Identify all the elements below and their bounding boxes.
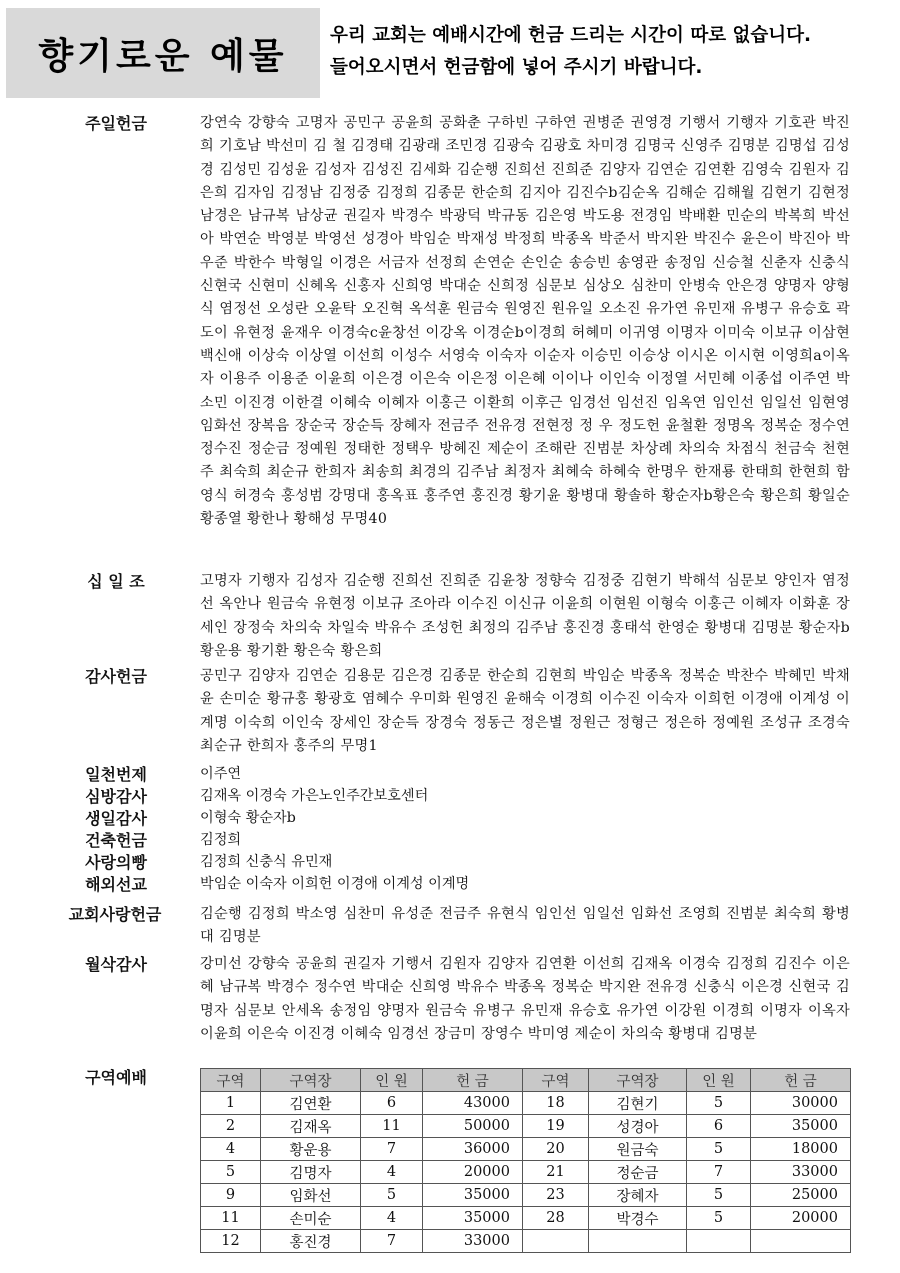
- offering-amount: 20000: [751, 1207, 851, 1230]
- offering-amount: 43000: [423, 1092, 523, 1115]
- name-list: 김정희 신충식 유민재: [200, 854, 333, 870]
- district-number: [523, 1230, 589, 1253]
- district-number: 20: [523, 1138, 589, 1161]
- member-count: [687, 1230, 751, 1253]
- col-header: 구역: [523, 1069, 589, 1092]
- offering-amount: 36000: [423, 1138, 523, 1161]
- col-header: 구역장: [261, 1069, 361, 1092]
- table-row: [201, 1230, 851, 1253]
- section-label: 건축헌금: [85, 831, 147, 850]
- district-leader: 홍진경: [261, 1230, 361, 1253]
- district-number: 9: [201, 1184, 261, 1207]
- district-leader: 원금숙: [589, 1138, 687, 1161]
- section-label: 심방감사: [85, 787, 147, 806]
- district-number: 1: [201, 1092, 261, 1115]
- page-title: 향기로운 예물: [38, 36, 288, 77]
- name-list: 강미선 강향숙 공윤희 권길자 기행서 김원자 김양자 김연환 이선희 김재옥 이경숙 김정희 김진수 이은혜 남규복 박경수 정수연 박대순 신희영 박유수 박종옥 정복순 박지완 전유경 신충식 이은경 신현국 김명자 심문보 안세옥 송정임 양명자 원금숙 유병구 유민재 유승호 유가연 이강원 이경희 이명자 이옥자 이윤희 이은숙 이진경 이혜숙 임경선 장금미 장영수 박미영 제순이 차의숙 황병대 김명분: [200, 956, 850, 1042]
- district-leader: 박경수: [589, 1207, 687, 1230]
- district-leader: 성경아: [589, 1115, 687, 1138]
- district-number: 2: [201, 1115, 261, 1138]
- name-list: 박임순 이숙자 이희헌 이경애 이계성 이계명: [200, 876, 470, 892]
- section-label: 생일감사: [85, 809, 147, 828]
- col-header: 인 원: [687, 1069, 751, 1092]
- table-row: [201, 1161, 851, 1184]
- district-number: 4: [201, 1138, 261, 1161]
- name-list: 김정희: [200, 832, 242, 848]
- district-number: 23: [523, 1184, 589, 1207]
- district-number: 5: [201, 1161, 261, 1184]
- table-row: [201, 1138, 851, 1161]
- section-label: 교회사랑헌금: [68, 905, 162, 924]
- district-number: 12: [201, 1230, 261, 1253]
- table-row: [201, 1092, 851, 1115]
- name-list: 강연숙 강향숙 고명자 공민구 공윤희 공화춘 구하빈 구하연 권병준 권영경 기행서 기행자 기호관 박진희 기호남 박선미 김 철 김경태 김광래 조민경 김광숙 김광호 차미경 김명국 신영주 김명분 김명섭 김성경 김성민 김성윤 김성자 김성진 김세화 김순행 진희선 진희준 김양자 김연순 김연환 김영숙 김원자 김은희 김자임 김정남 김정중 김정희 김종문 한순희 김지아 김진수b김순옥 김해순 김해월 김현기 김현정 남경은 남규복 남상균 권길자 박경수 박광덕 박규동 김은영 박도용 전경임 박배환 민순의 박복희 박선아 박연순 박영분 박영선 성경아 박임순 박재성 박정희 박종옥 박준서 박지완 박진수 윤은이 박진아 박우준 박한수 박형일 이경은 서금자 선정희 손연순 손인순 송승빈 송영관 송정임 신승철 신춘자 신충식 신현국 신현미 신혜옥 신홍자 신희영 박대순 신희정 심문보 심상오 심찬미 안병숙 안은경 양명자 양형식 염정선 오성란 오윤탁 오진혁 옥석훈 원금숙 원영진 원유일 오소진 유가연 유민재 유병구 유승호 곽도이 유현정 윤재우 이경숙c윤창선 이강옥 이경순b이경희 허혜미 이귀영 이명자 이미숙 이보규 이삼현 백신애 이상숙 이상열 이선희 이성수 서영숙 이숙자 이순자 이승민 이승상 이시온 이시현 이영희a이옥자 이용주 이용준 이윤희 이은경 이은숙 이은정 이은혜 이이나 이인숙 이정열 서민혜 이종섭 이주연 박소민 이진경 이한결 이혜숙 이혜자 이홍근 이환희 이후근 임경선 임선진 임옥연 임인선 임일선 임현영 임화선 장복음 장순국 장순득 장혜자 전금주 전유경 전현정 정 우 정도헌 윤철환 정명옥 정복순 정수연 정수진 정순금 정예원 정태한 정택우 방혜진 제순이 조해란 진범분 차상례 차의숙 차점식 천금숙 천현주 최숙희 최순규 한희자 최송희 최경의 김주남 최정자 최혜숙 하혜숙 한명우 한재룡 한태희 한현희 함영식 허경숙 홍성범 강명대 홍옥표 홍주연 홍진경 황기윤 황병대 황솔하 황순자b황은숙 황은희 황일순 황종열 황한나 황해성 무명40: [200, 115, 851, 528]
- offering-amount: 35000: [423, 1207, 523, 1230]
- offering-amount: [751, 1230, 851, 1253]
- name-list: 고명자 기행자 김성자 김순행 진희선 진희준 김윤창 정향숙 김정중 김현기 박해석 심문보 양인자 염정선 옥안나 원금숙 유현정 이보규 조아라 이수진 이신규 이윤희 이현원 이형숙 이홍근 이혜자 이화훈 장세인 장정숙 차의숙 차일숙 박유수 조성헌 최정의 김주남 홍진경 홍태석 한영순 황병대 김명분 황순자b황운용 황기환 황은숙 황은희: [200, 573, 850, 659]
- district-leader: 정순금: [589, 1161, 687, 1184]
- district-leader: 김현기: [589, 1092, 687, 1115]
- member-count: 4: [361, 1161, 423, 1184]
- header-title-box: [6, 8, 320, 98]
- district-leader: 김명자: [261, 1161, 361, 1184]
- section-label: 주일헌금: [85, 114, 147, 133]
- section-label: 십 일 조: [87, 572, 145, 591]
- name-list: 김재옥 이경숙 가은노인주간보호센터: [200, 788, 429, 804]
- offering-amount: 25000: [751, 1184, 851, 1207]
- offering-notice: [330, 20, 895, 84]
- member-count: 6: [361, 1092, 423, 1115]
- district-leader: 손미순: [261, 1207, 361, 1230]
- member-count: 11: [361, 1115, 423, 1138]
- district-number: 18: [523, 1092, 589, 1115]
- notice-line-1: 우리 교회는 예배시간에 헌금 드리는 시간이 따로 없습니다.: [330, 25, 812, 46]
- member-count: 7: [361, 1138, 423, 1161]
- offering-amount: 33000: [423, 1230, 523, 1253]
- member-count: 5: [687, 1207, 751, 1230]
- member-count: 6: [687, 1115, 751, 1138]
- member-count: 5: [687, 1184, 751, 1207]
- district-leader: 김재옥: [261, 1115, 361, 1138]
- member-count: 5: [361, 1184, 423, 1207]
- table-row: [201, 1207, 851, 1230]
- col-header: 구역: [201, 1069, 261, 1092]
- district-number: 19: [523, 1115, 589, 1138]
- name-list: 이형숙 황순자b: [200, 810, 296, 826]
- section-label: 해외선교: [85, 875, 147, 894]
- district-leader: 임화선: [261, 1184, 361, 1207]
- member-count: 5: [687, 1138, 751, 1161]
- table-row: [201, 1115, 851, 1138]
- table-header-row: [201, 1069, 851, 1092]
- col-header: 헌 금: [751, 1069, 851, 1092]
- name-list: 공민구 김양자 김연순 김용문 김은경 김종문 한순희 김현희 박임순 박종옥 정복순 박찬수 박혜민 박채윤 손미순 황규홍 황광호 염혜수 우미화 원영진 윤해숙 이경희 이수진 이숙자 이희헌 이경애 이계성 이계명 이숙희 이인숙 장세인 장순득 장경숙 정동근 정은별 정원근 정형근 정은하 정예원 조성규 조경숙 최순규 한희자 홍주의 무명1: [200, 668, 850, 754]
- col-header: 인 원: [361, 1069, 423, 1092]
- section-label: 구역예배: [85, 1068, 147, 1087]
- district-table: [200, 1068, 851, 1253]
- offering-amount: 30000: [751, 1092, 851, 1115]
- district-number: 28: [523, 1207, 589, 1230]
- district-leader: [589, 1230, 687, 1253]
- offering-amount: 18000: [751, 1138, 851, 1161]
- member-count: 4: [361, 1207, 423, 1230]
- name-list: 김순행 김정희 박소영 심찬미 유성준 전금주 유현식 임인선 임일선 임화선 조영희 진범분 최숙희 황병대 김명분: [200, 906, 850, 946]
- member-count: 7: [361, 1230, 423, 1253]
- col-header: 구역장: [589, 1069, 687, 1092]
- district-number: 21: [523, 1161, 589, 1184]
- name-list: 이주연: [200, 766, 242, 782]
- notice-line-2: 들어오시면서 헌금함에 넣어 주시기 바랍니다.: [330, 57, 703, 78]
- district-number: 11: [201, 1207, 261, 1230]
- district-leader: 장혜자: [589, 1184, 687, 1207]
- offering-amount: 35000: [751, 1115, 851, 1138]
- offering-amount: 33000: [751, 1161, 851, 1184]
- offering-amount: 35000: [423, 1184, 523, 1207]
- section-label: 감사헌금: [85, 667, 147, 686]
- section-label: 일천번제: [85, 765, 147, 784]
- section-label: 사랑의빵: [85, 853, 147, 872]
- offering-amount: 50000: [423, 1115, 523, 1138]
- district-leader: 황운용: [261, 1138, 361, 1161]
- section-label: 월삭감사: [85, 955, 147, 974]
- member-count: 7: [687, 1161, 751, 1184]
- table-row: [201, 1184, 851, 1207]
- member-count: 5: [687, 1092, 751, 1115]
- offering-amount: 20000: [423, 1161, 523, 1184]
- district-leader: 김연환: [261, 1092, 361, 1115]
- col-header: 헌 금: [423, 1069, 523, 1092]
